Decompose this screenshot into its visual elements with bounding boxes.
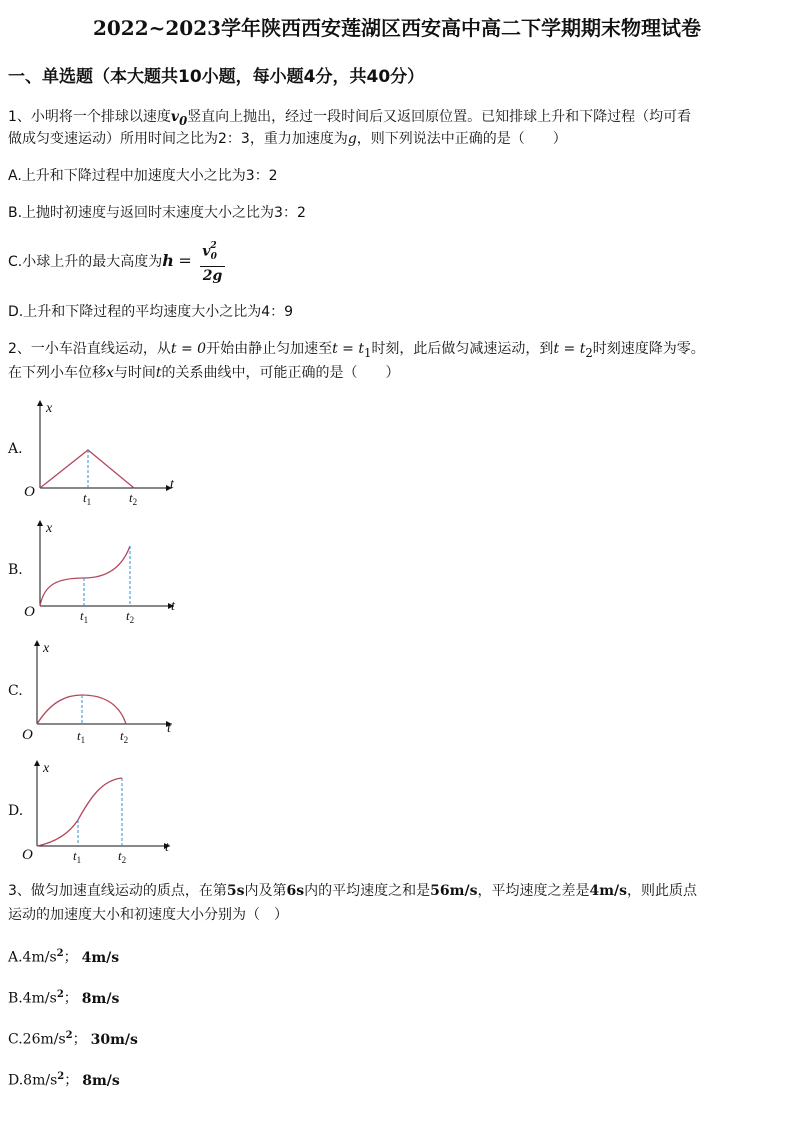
q1-text-a: 1、小明将一个排球以速度 <box>8 109 171 125</box>
q2-eq: = <box>559 341 580 357</box>
origin-label: O <box>24 604 35 620</box>
q2-eq: = <box>337 341 359 357</box>
q1-option-c-eq: = <box>178 251 192 270</box>
q1-text-d: ，则下列说法中正确的是（ ） <box>356 131 567 147</box>
q3-option-a-sup: 2 <box>56 948 64 959</box>
q3-option-a-velocity: 4m/s <box>81 949 120 966</box>
q2-option-b-label[interactable]: B. <box>8 562 23 578</box>
q3-option-d-sup: 2 <box>57 1071 65 1082</box>
q3-option-d-velocity: 8m/s <box>82 1072 120 1089</box>
q2-option-a-graph[interactable] <box>22 396 182 506</box>
x-t-curve <box>40 546 130 606</box>
x-t-curve <box>37 695 126 724</box>
q1-v0-sub: 0 <box>179 113 188 128</box>
t2-tick: $t_2$ <box>129 490 138 507</box>
q3-option-a[interactable] <box>8 943 119 969</box>
q1-option-a[interactable]: A.上升和下降过程中加速度大小之比为3：2 <box>8 168 278 184</box>
q2-text-c: 时刻，此后做匀减速运动，到 <box>371 341 554 357</box>
q3-option-d-accel: D.8m/s <box>8 1072 58 1089</box>
q3-option-d[interactable] <box>8 1066 120 1092</box>
q3-text-d: ，平均速度之差是 <box>477 883 590 899</box>
q3-option-b-sup: 2 <box>56 989 64 1000</box>
q2-option-d-label[interactable]: D. <box>8 803 24 819</box>
q2-option-c-graph[interactable] <box>22 636 182 748</box>
x-axis-arrow-icon <box>34 640 40 646</box>
q2-option-b-graph[interactable] <box>22 516 182 628</box>
q3-option-c-velocity: 30m/s <box>90 1031 138 1048</box>
q1-option-c-text: C.小球上升的最大高度为 <box>8 254 163 270</box>
q1-option-b[interactable]: B.上抛时初速度与返回时末速度大小之比为3：2 <box>8 205 306 221</box>
q1-text-b: 竖直向上抛出，经过一段时间后又返回原位置。已知排球上升和下降过程（均可看 <box>187 109 692 125</box>
q2-option-d-graph[interactable] <box>22 756 182 868</box>
q3-option-a-accel: A.4m/s <box>8 949 57 966</box>
q2-t-var: t <box>579 341 586 357</box>
x-axis-label: x <box>43 641 50 656</box>
q3-text-b: 内及第 <box>244 883 287 899</box>
q1-option-c-denominator: 2g <box>202 268 223 285</box>
q3-option-c-sup: 2 <box>65 1030 73 1041</box>
q3-option-a-sep: ； <box>63 949 78 966</box>
q2-t2-sub: 2 <box>585 345 593 360</box>
q3-text-c: 内的平均速度之和是 <box>304 883 431 899</box>
t-axis-label: t <box>171 599 175 614</box>
origin-label: O <box>22 727 33 743</box>
x-t-curve <box>40 450 134 488</box>
q2-x-var: x <box>106 365 114 381</box>
q1-g: g <box>347 131 357 147</box>
section-heading: 一、单选题（本大题共10小题，每小题4分，共40分） <box>8 67 425 87</box>
q3-6s: 6s <box>286 883 305 899</box>
q2-text-f: 与时间 <box>113 365 156 381</box>
t1-tick: $t_1$ <box>77 728 86 745</box>
q1-v0-var: v <box>170 109 180 125</box>
t-axis-label: t <box>167 721 171 736</box>
q3-text-e: ，则此质点 <box>627 883 698 899</box>
q3-option-c-sep: ； <box>72 1031 87 1048</box>
x-axis-arrow-icon <box>37 520 43 526</box>
q2-t-var: t <box>332 341 338 357</box>
q3-v-sum: 56m/s <box>430 883 478 899</box>
x-axis-label: x <box>46 401 53 416</box>
q1-option-c-numerator <box>200 239 225 267</box>
q2-t-var: t <box>155 365 162 381</box>
t2-tick: $t_2$ <box>120 728 129 745</box>
q3-line1 <box>8 880 697 902</box>
q3-v-diff: 4m/s <box>589 883 628 899</box>
q3-option-d-sep: ； <box>64 1072 79 1089</box>
q3-option-b-velocity: 8m/s <box>81 990 120 1007</box>
q2-t-var: t <box>358 341 365 357</box>
t1-tick: $t_1$ <box>80 608 89 625</box>
q1-option-c[interactable] <box>8 236 225 287</box>
q1-line2 <box>8 128 567 150</box>
x-t-curve <box>37 778 122 846</box>
q2-option-a-label[interactable]: A. <box>8 441 23 457</box>
t2-tick: $t_2$ <box>126 608 135 625</box>
t1-tick: $t_1$ <box>73 848 82 865</box>
q2-line1 <box>8 338 705 364</box>
x-axis-label: x <box>43 761 50 776</box>
t-axis-label: t <box>165 840 169 855</box>
x-axis-label: x <box>46 521 53 536</box>
q3-option-b-sep: ； <box>63 990 78 1007</box>
num-sup: 2 <box>210 240 217 251</box>
q3-line2: 运动的加速度大小和初速度大小分别为（ ） <box>8 907 288 923</box>
q2-text-g: 的关系曲线中，可能正确的是（ ） <box>161 365 400 381</box>
q2-option-c-label[interactable]: C. <box>8 683 23 699</box>
q3-option-b[interactable] <box>8 984 119 1010</box>
q2-t-var: t <box>553 341 560 357</box>
q2-line2 <box>8 362 400 384</box>
origin-label: O <box>24 484 35 500</box>
q3-option-c-accel: C.26m/s <box>8 1031 66 1048</box>
t1-tick: $t_1$ <box>83 490 92 507</box>
q3-option-b-accel: B.4m/s <box>8 990 57 1007</box>
q3-5s: 5s <box>226 883 245 899</box>
q3-option-c[interactable] <box>8 1025 138 1051</box>
t2-tick: $t_2$ <box>118 848 127 865</box>
num-sub: 0 <box>210 252 217 263</box>
q1-text-c: 做成匀变速运动）所用时间之比为2：3，重力加速度为 <box>8 131 348 147</box>
num-var: v <box>202 243 211 260</box>
document-title: 2022~2023学年陕西西安莲湖区西安高中高二下学期期末物理试卷 <box>92 16 702 40</box>
q1-v0 <box>170 109 188 128</box>
q2-cond-t0: t = 0 <box>170 341 207 357</box>
origin-label: O <box>22 847 33 863</box>
t-axis-label: t <box>170 477 174 492</box>
x-axis-arrow-icon <box>34 760 40 766</box>
q2-t1-sub: 1 <box>364 345 372 360</box>
q2-text-b: 开始由静止匀加速至 <box>206 341 333 357</box>
q1-option-d[interactable]: D.上升和下降过程的平均速度大小之比为4：9 <box>8 304 294 320</box>
q1-option-c-fraction <box>200 239 225 285</box>
q2-text-e: 在下列小车位移 <box>8 365 106 381</box>
q3-text-a: 3、做匀加速直线运动的质点，在第 <box>8 883 227 899</box>
x-axis-arrow-icon <box>37 400 43 406</box>
q1-option-c-h: h <box>162 251 174 270</box>
q2-text-d: 时刻速度降为零。 <box>592 341 705 357</box>
q2-text-a: 2、一小车沿直线运动，从 <box>8 341 171 357</box>
